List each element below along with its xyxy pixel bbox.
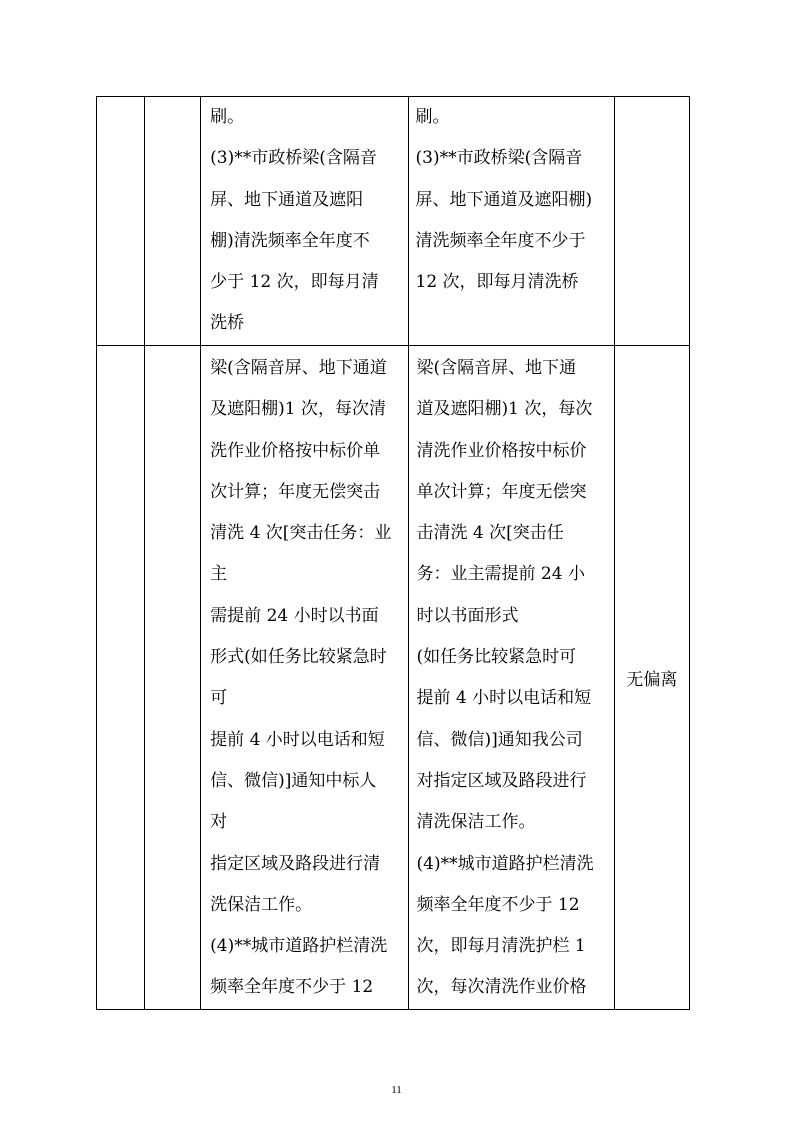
text-line: (4)**城市道路护栏清洗 <box>210 936 388 957</box>
text-line: 信、微信)]通知中标人 <box>210 770 377 791</box>
response-cell <box>408 346 614 1010</box>
text-line: 洗作业价格按中标价单 <box>210 440 381 461</box>
text-line: 屏、地下通道及遮阳棚) <box>415 189 593 210</box>
text-line: 对指定区域及路段进行 <box>416 770 587 791</box>
text-line: 次计算；年度无偿突击 <box>210 481 381 502</box>
text-line: (如任务比较紧急时可 <box>416 647 577 668</box>
requirement-text <box>210 97 407 345</box>
text-line: 主 <box>210 564 228 585</box>
text-line: (3)**市政桥梁(含隔音 <box>210 148 377 169</box>
text-line: 次，每次清洗作业价格 <box>416 977 587 998</box>
text-line: 需提前 24 小时以书面 <box>210 605 379 626</box>
text-line: 击清洗 4 次[突击任 <box>416 523 564 544</box>
table-row <box>97 346 690 1010</box>
requirement-cell <box>201 97 408 346</box>
response-text <box>417 348 614 1009</box>
text-line: 清洗 4 次[突击任务：业 <box>210 523 392 544</box>
text-line: 刷。 <box>210 107 245 127</box>
requirement-text <box>210 348 407 1009</box>
text-line: 洗桥 <box>210 313 245 334</box>
text-line: (4)**城市道路护栏清洗 <box>416 853 594 874</box>
requirement-cell <box>201 346 408 1010</box>
text-line: 洗保洁工作。 <box>210 894 313 915</box>
text-line: 屏、地下通道及遮阳 <box>210 189 364 210</box>
text-line: 可 <box>210 688 228 709</box>
text-line: 刷。 <box>415 107 450 127</box>
response-cell <box>408 97 614 346</box>
text-line: 清洗作业价格按中标价 <box>416 440 587 461</box>
table-row <box>97 97 690 346</box>
compliance-table <box>96 96 690 1010</box>
text-line: 频率全年度不少于 12 <box>210 977 374 998</box>
text-line: 清洗保洁工作。 <box>416 812 536 833</box>
text-line: 梁(含隔音屏、地下通 <box>416 358 577 378</box>
deviation-cell: 无偏离 <box>614 346 689 1010</box>
item-cell <box>145 346 201 1010</box>
text-line: 信、微信)]通知我公司 <box>416 729 583 750</box>
text-line: 次，即每月清洗护栏 1 <box>416 936 586 957</box>
item-cell <box>145 97 201 346</box>
text-line: (3)**市政桥梁(含隔音 <box>415 148 583 169</box>
text-line: 指定区域及路段进行清 <box>210 853 381 874</box>
index-cell <box>97 346 145 1010</box>
response-text <box>416 97 614 303</box>
text-line: 对 <box>210 812 228 833</box>
text-line: 务：业主需提前 24 小 <box>416 564 585 585</box>
text-line: 道及遮阳棚)1 次，每次 <box>416 399 593 420</box>
text-line: 清洗频率全年度不少于 <box>415 230 586 251</box>
text-line: 梁(含隔音屏、地下通道 <box>210 358 387 378</box>
text-line: 提前 4 小时以电话和短 <box>416 688 592 709</box>
page-number: 11 <box>391 1084 402 1096</box>
text-line: 少于 12 次，即每月清 <box>210 272 379 293</box>
index-cell <box>97 97 145 346</box>
text-line: 时以书面形式 <box>416 605 519 626</box>
text-line: 提前 4 小时以电话和短 <box>210 729 385 750</box>
text-line: 12 次，即每月清洗桥 <box>415 272 579 293</box>
text-line: 单次计算；年度无偿突 <box>416 481 587 502</box>
text-line: 形式(如任务比较紧急时 <box>210 647 387 668</box>
text-line: 棚)清洗频率全年度不 <box>210 230 370 251</box>
text-line: 及遮阳棚)1 次，每次清 <box>210 399 387 420</box>
deviation-cell <box>614 97 689 346</box>
text-line: 频率全年度不少于 12 <box>416 894 580 915</box>
